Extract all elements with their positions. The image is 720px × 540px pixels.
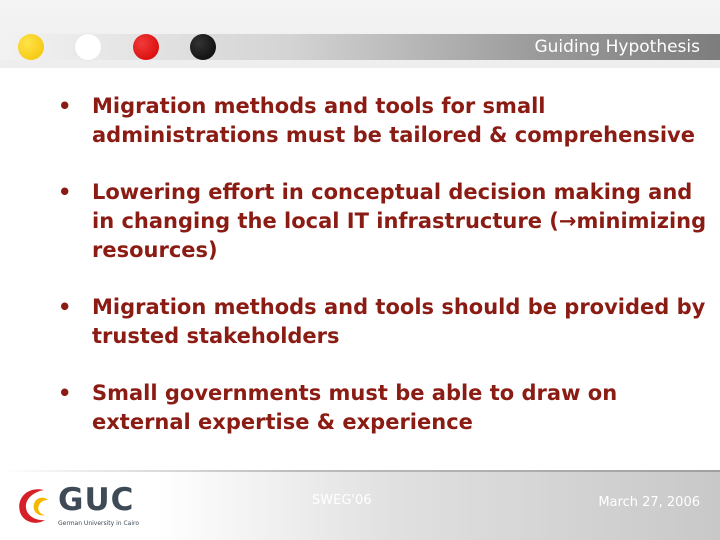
- bullet-text: Lowering effort in conceptual decision making and in changing the local IT infrastructure (→minimizing resources): [92, 180, 707, 262]
- white-dot-icon: [75, 34, 101, 60]
- logo-text: GUC: [58, 482, 135, 518]
- footer-divider: [0, 470, 720, 472]
- guc-swirl-icon: [14, 484, 54, 528]
- logo-subtext: German University in Cairo: [58, 520, 140, 527]
- slide-title: Guiding Hypothesis: [534, 37, 700, 57]
- bullet-text: Migration methods and tools should be provided by trusted stakeholders: [92, 295, 706, 348]
- footer-event: SWEG'06: [312, 493, 372, 508]
- footer-date: March 27, 2006: [598, 495, 700, 510]
- bullet-list: [58, 92, 708, 437]
- yellow-dot-icon: [18, 34, 44, 60]
- bullet-icon: •: [58, 94, 72, 118]
- bullet-text: Small governments must be able to draw on external expertise & experience: [92, 381, 618, 434]
- bullet-icon: •: [58, 295, 72, 319]
- black-dot-icon: [190, 34, 216, 60]
- bullet-item: [58, 379, 708, 437]
- guc-logo: [14, 482, 164, 532]
- bullet-text: Migration methods and tools for small administrations must be tailored & comprehensive: [92, 94, 695, 147]
- bullet-item: [58, 92, 708, 150]
- bullet-item: [58, 178, 708, 265]
- bullet-item: [58, 293, 708, 351]
- bullet-icon: •: [58, 381, 72, 405]
- bullet-icon: •: [58, 180, 72, 204]
- red-dot-icon: [133, 34, 159, 60]
